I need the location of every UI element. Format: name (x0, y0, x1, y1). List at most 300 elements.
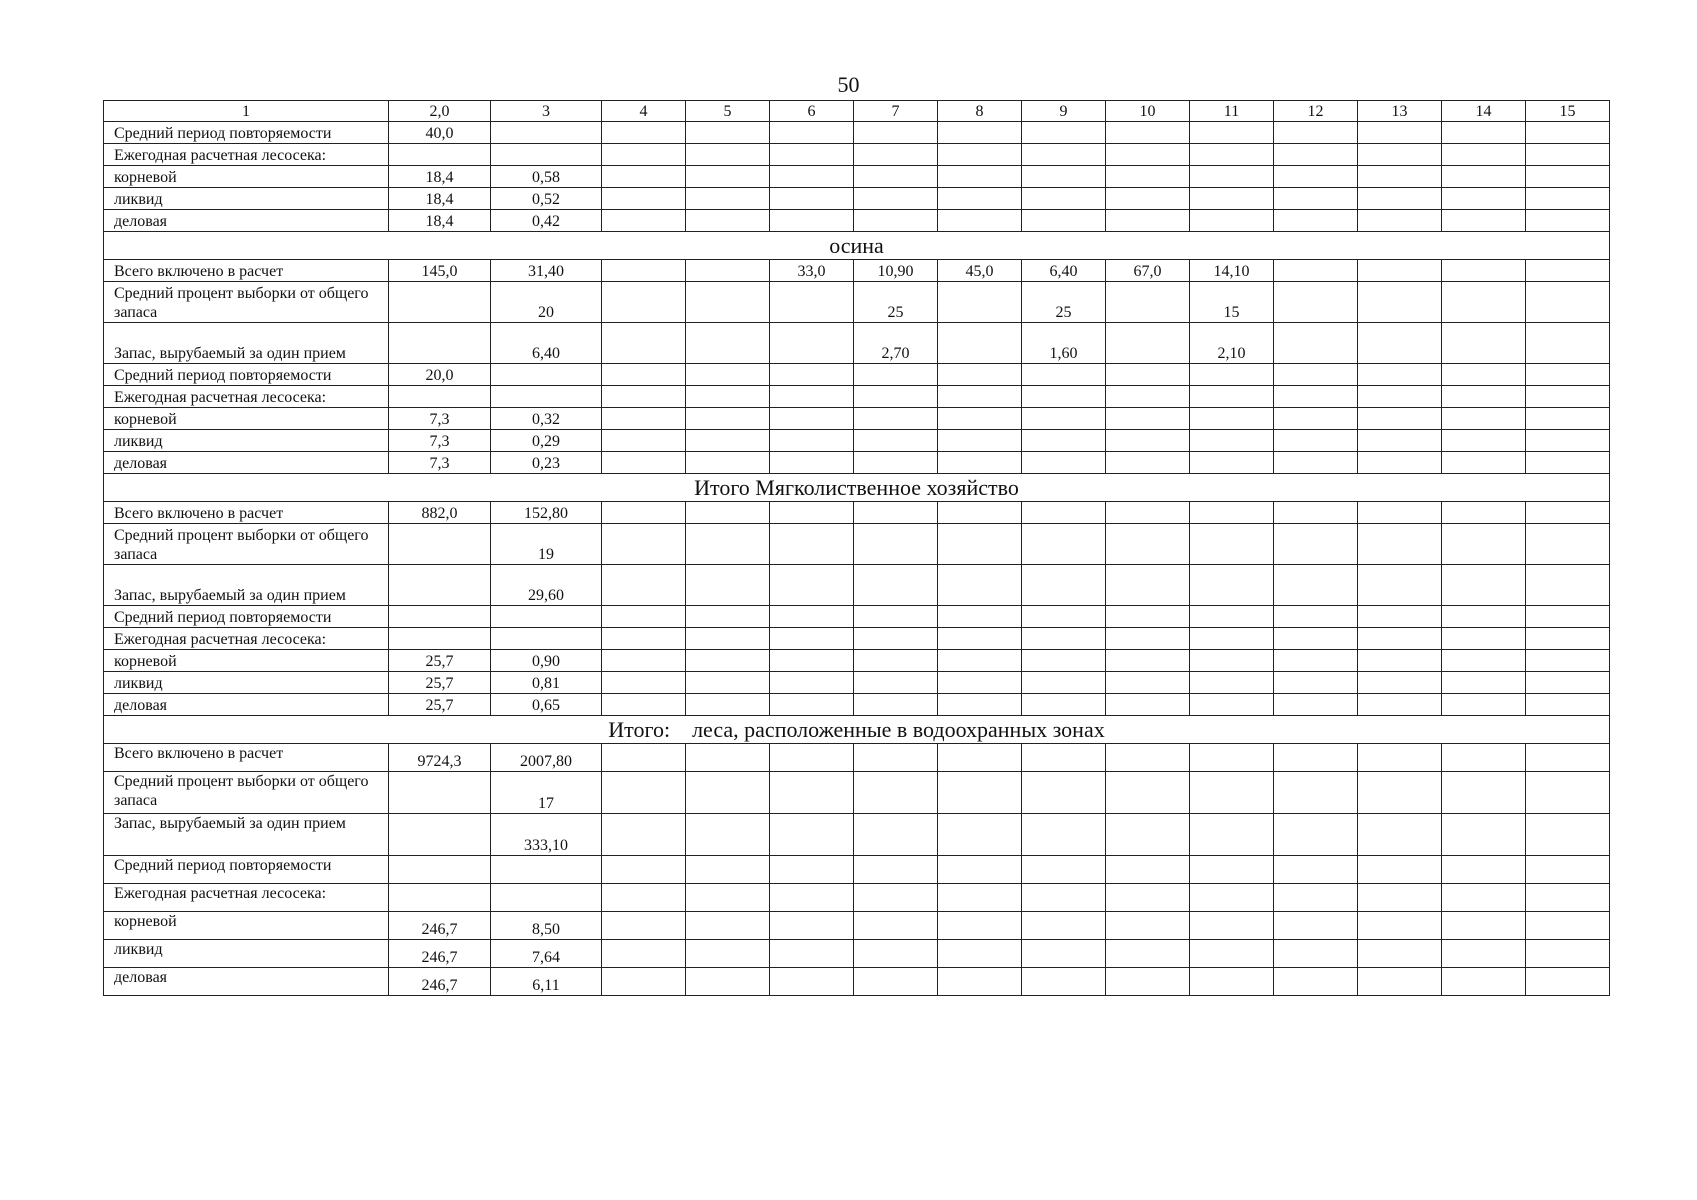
section-title-row (104, 232, 1610, 260)
table-cell (854, 502, 938, 524)
table-cell: 20 (491, 282, 602, 323)
table-cell (1442, 282, 1526, 323)
row-label: Средний процент выборки от общего запаса (104, 772, 389, 814)
table-cell (938, 940, 1022, 968)
section-title-row (104, 474, 1610, 502)
table-cell (938, 672, 1022, 694)
table-cell (686, 282, 770, 323)
page-number: 50 (837, 72, 860, 97)
column-number-cell: 4 (602, 101, 686, 122)
table-cell: 18,4 (389, 166, 491, 188)
table-cell (686, 386, 770, 408)
table-cell: 15 (1190, 282, 1274, 323)
table-cell (1190, 814, 1274, 856)
table-cell (770, 210, 854, 232)
table-cell (686, 968, 770, 996)
table-row (104, 122, 1610, 144)
table-cell (854, 408, 938, 430)
table-cell (1526, 650, 1610, 672)
table-cell (854, 386, 938, 408)
table-cell (491, 884, 602, 912)
table-cell (854, 606, 938, 628)
table-cell: 33,0 (770, 260, 854, 282)
table-cell (1526, 430, 1610, 452)
table-cell (1022, 122, 1106, 144)
table-cell (1274, 323, 1358, 364)
table-cell: 25,7 (389, 672, 491, 694)
table-cell (1106, 694, 1190, 716)
table-cell (1442, 430, 1526, 452)
table-cell (1358, 968, 1442, 996)
table-cell (1190, 188, 1274, 210)
table-cell (938, 430, 1022, 452)
table-cell (491, 606, 602, 628)
table-cell (938, 968, 1022, 996)
table-cell (1190, 650, 1274, 672)
table-cell: 25 (854, 282, 938, 323)
table-cell (1526, 856, 1610, 884)
table-cell (854, 672, 938, 694)
table-row (104, 814, 1610, 856)
section-title: осина (104, 232, 1610, 260)
row-label: корневой (104, 912, 389, 940)
table-cell (938, 565, 1022, 606)
table-cell (1190, 856, 1274, 884)
table-cell (1358, 452, 1442, 474)
column-number-cell: 12 (1274, 101, 1358, 122)
table-cell (1526, 814, 1610, 856)
table-cell (1106, 323, 1190, 364)
table-row (104, 912, 1610, 940)
table-cell (854, 122, 938, 144)
table-cell (686, 772, 770, 814)
table-cell: 31,40 (491, 260, 602, 282)
table-cell (1106, 210, 1190, 232)
table-cell (1358, 386, 1442, 408)
table-cell (1190, 884, 1274, 912)
table-cell (602, 323, 686, 364)
table-cell (602, 260, 686, 282)
table-cell (938, 856, 1022, 884)
table-cell (1274, 282, 1358, 323)
table-cell (938, 628, 1022, 650)
table-cell (770, 814, 854, 856)
table-cell (770, 144, 854, 166)
table-cell (770, 188, 854, 210)
table-cell (1022, 744, 1106, 772)
table-cell (602, 210, 686, 232)
table-cell: 18,4 (389, 188, 491, 210)
table-cell (602, 884, 686, 912)
table-cell (1190, 408, 1274, 430)
table-cell (686, 260, 770, 282)
column-number-cell: 6 (770, 101, 854, 122)
table-cell (389, 386, 491, 408)
table-cell (854, 694, 938, 716)
table-cell (1358, 856, 1442, 884)
table-cell: 0,32 (491, 408, 602, 430)
table-cell (602, 744, 686, 772)
table-cell: 0,90 (491, 650, 602, 672)
table-row (104, 408, 1610, 430)
table-cell (1274, 122, 1358, 144)
table-cell (389, 884, 491, 912)
row-label: ликвид (104, 940, 389, 968)
table-cell (1274, 210, 1358, 232)
row-label: корневой (104, 166, 389, 188)
table-row (104, 968, 1610, 996)
table-cell (1022, 772, 1106, 814)
table-row (104, 452, 1610, 474)
table-cell (1106, 940, 1190, 968)
table-cell (602, 772, 686, 814)
table-cell (1106, 968, 1190, 996)
table-row (104, 744, 1610, 772)
table-cell (1358, 364, 1442, 386)
table-cell (1274, 408, 1358, 430)
table-cell (938, 122, 1022, 144)
section-title-row (104, 716, 1610, 744)
table-cell (1274, 166, 1358, 188)
table-cell: 25,7 (389, 694, 491, 716)
table-cell (1190, 772, 1274, 814)
table-cell (1358, 744, 1442, 772)
table-row (104, 386, 1610, 408)
table-cell: 14,10 (1190, 260, 1274, 282)
table-cell (1106, 364, 1190, 386)
table-cell (602, 940, 686, 968)
table-cell: 333,10 (491, 814, 602, 856)
column-number-cell: 13 (1358, 101, 1442, 122)
table-cell (1274, 912, 1358, 940)
table-cell (1190, 744, 1274, 772)
table-cell (1190, 430, 1274, 452)
table-cell (854, 884, 938, 912)
row-label: Средний период повторяемости (104, 364, 389, 386)
table-cell (491, 364, 602, 386)
table-cell (770, 122, 854, 144)
column-number-cell: 14 (1442, 101, 1526, 122)
table-cell (854, 968, 938, 996)
table-cell: 2,70 (854, 323, 938, 364)
table-cell (1190, 940, 1274, 968)
table-cell (602, 282, 686, 323)
table-cell: 9724,3 (389, 744, 491, 772)
table-cell (1274, 606, 1358, 628)
table-cell (686, 323, 770, 364)
table-cell (1274, 364, 1358, 386)
table-cell (1358, 772, 1442, 814)
table-cell: 0,52 (491, 188, 602, 210)
table-cell (1106, 856, 1190, 884)
row-label: Средний период повторяемости (104, 606, 389, 628)
table-row (104, 323, 1610, 364)
table-cell (770, 452, 854, 474)
table-cell (389, 772, 491, 814)
table-cell (854, 744, 938, 772)
table-cell (389, 323, 491, 364)
table-cell (1022, 694, 1106, 716)
table-body (104, 122, 1610, 996)
table-cell (1358, 672, 1442, 694)
table-cell (1358, 408, 1442, 430)
column-number-cell: 7 (854, 101, 938, 122)
table-row (104, 260, 1610, 282)
row-label: Средний процент выборки от общего запаса (104, 524, 389, 565)
table-cell (602, 628, 686, 650)
table-cell (1106, 884, 1190, 912)
table-cell (1358, 210, 1442, 232)
table-cell (854, 166, 938, 188)
row-label: Средний период повторяемости (104, 856, 389, 884)
table-cell: 0,29 (491, 430, 602, 452)
table-row (104, 210, 1610, 232)
table-cell (770, 364, 854, 386)
table-cell (854, 430, 938, 452)
table-cell (1274, 628, 1358, 650)
table-cell (1358, 144, 1442, 166)
section-title: Итого Мягколиственное хозяйство (104, 474, 1610, 502)
table-cell (602, 650, 686, 672)
row-label: Всего включено в расчет (104, 744, 389, 772)
table-cell (1106, 565, 1190, 606)
table-cell (1106, 386, 1190, 408)
table-cell (1358, 282, 1442, 323)
table-cell (1442, 940, 1526, 968)
table-cell (686, 144, 770, 166)
table-cell (938, 144, 1022, 166)
table-row (104, 856, 1610, 884)
table-cell (1442, 524, 1526, 565)
table-cell (1022, 628, 1106, 650)
table-cell (1190, 386, 1274, 408)
table-cell (770, 694, 854, 716)
table-cell (1526, 772, 1610, 814)
table-cell (389, 565, 491, 606)
table-cell (770, 884, 854, 912)
table-cell (1442, 672, 1526, 694)
table-cell (1526, 628, 1610, 650)
table-row (104, 524, 1610, 565)
table-cell (1106, 282, 1190, 323)
row-label: корневой (104, 408, 389, 430)
table-cell (1106, 912, 1190, 940)
table-cell (854, 856, 938, 884)
table-cell (770, 282, 854, 323)
row-label: деловая (104, 452, 389, 474)
table-cell (1190, 565, 1274, 606)
table-cell (1526, 502, 1610, 524)
table-cell (854, 565, 938, 606)
table-cell: 67,0 (1106, 260, 1190, 282)
table-cell (602, 364, 686, 386)
table-cell (770, 408, 854, 430)
table-cell (854, 940, 938, 968)
table-cell (1358, 628, 1442, 650)
row-label: Средний период повторяемости (104, 122, 389, 144)
table-cell: 0,65 (491, 694, 602, 716)
row-label: Ежегодная расчетная лесосека: (104, 628, 389, 650)
table-cell (389, 606, 491, 628)
table-row (104, 166, 1610, 188)
table-cell (1022, 386, 1106, 408)
table-cell: 7,64 (491, 940, 602, 968)
table-row (104, 884, 1610, 912)
table-cell (1442, 166, 1526, 188)
table-cell (686, 940, 770, 968)
table-cell (1022, 210, 1106, 232)
table-cell (1442, 814, 1526, 856)
table-cell (1022, 452, 1106, 474)
table-cell (1526, 694, 1610, 716)
table-cell (1106, 188, 1190, 210)
table-cell (1106, 772, 1190, 814)
table-cell (1358, 565, 1442, 606)
table-cell (1022, 940, 1106, 968)
column-number-cell: 10 (1106, 101, 1190, 122)
table-cell (938, 210, 1022, 232)
table-cell (491, 144, 602, 166)
table-cell (1526, 188, 1610, 210)
row-label: деловая (104, 968, 389, 996)
table-cell (938, 694, 1022, 716)
table-cell (602, 122, 686, 144)
table-cell (602, 856, 686, 884)
table-cell: 25 (1022, 282, 1106, 323)
table-row (104, 650, 1610, 672)
table-cell (1106, 144, 1190, 166)
table-cell (491, 628, 602, 650)
table-cell: 0,58 (491, 166, 602, 188)
table-cell (602, 524, 686, 565)
table-cell (1106, 430, 1190, 452)
table-row (104, 502, 1610, 524)
table-cell (1274, 430, 1358, 452)
table-cell: 29,60 (491, 565, 602, 606)
table-cell (938, 912, 1022, 940)
table-cell (770, 940, 854, 968)
table-cell (686, 650, 770, 672)
table-cell (389, 524, 491, 565)
table-cell (854, 144, 938, 166)
table-cell (389, 628, 491, 650)
table-cell (1442, 856, 1526, 884)
table-cell (686, 524, 770, 565)
table-cell (1274, 188, 1358, 210)
table-cell (1106, 408, 1190, 430)
table-cell (1526, 606, 1610, 628)
table-row (104, 565, 1610, 606)
table-cell: 145,0 (389, 260, 491, 282)
table-cell (602, 814, 686, 856)
table-cell (1190, 628, 1274, 650)
table-cell (389, 856, 491, 884)
table-cell (602, 912, 686, 940)
table-cell (938, 323, 1022, 364)
column-number-cell: 8 (938, 101, 1022, 122)
table-cell (686, 430, 770, 452)
table-cell (1442, 912, 1526, 940)
row-label: Средний процент выборки от общего запаса (104, 282, 389, 323)
table-cell (770, 524, 854, 565)
table-cell (1526, 386, 1610, 408)
table-cell (1190, 166, 1274, 188)
row-label: Всего включено в расчет (104, 502, 389, 524)
table-cell (1022, 968, 1106, 996)
table-cell (1442, 606, 1526, 628)
table-cell: 6,40 (491, 323, 602, 364)
row-label: ликвид (104, 672, 389, 694)
table-cell (1106, 122, 1190, 144)
table-cell (1526, 912, 1610, 940)
table-cell: 6,40 (1022, 260, 1106, 282)
row-label: Запас, вырубаемый за один прием (104, 814, 389, 856)
table-cell (1358, 814, 1442, 856)
table-cell (686, 672, 770, 694)
table-cell: 0,23 (491, 452, 602, 474)
table-cell (1274, 968, 1358, 996)
table-cell (1190, 606, 1274, 628)
table-cell: 882,0 (389, 502, 491, 524)
table-cell (491, 386, 602, 408)
table-cell (686, 884, 770, 912)
table-cell (686, 452, 770, 474)
table-cell (1442, 386, 1526, 408)
table-cell (1106, 672, 1190, 694)
table-cell (1022, 672, 1106, 694)
table-cell (602, 166, 686, 188)
table-cell: 8,50 (491, 912, 602, 940)
table-cell (854, 814, 938, 856)
table-cell (1442, 694, 1526, 716)
table-cell (770, 323, 854, 364)
table-cell (602, 144, 686, 166)
table-cell (938, 650, 1022, 672)
table-cell (770, 166, 854, 188)
table-cell (389, 814, 491, 856)
table-cell (1022, 524, 1106, 565)
table-cell (770, 386, 854, 408)
table-cell (1106, 628, 1190, 650)
table-cell (770, 744, 854, 772)
table-cell (1022, 408, 1106, 430)
table-cell (602, 606, 686, 628)
column-number-row (104, 101, 1610, 122)
table-cell: 10,90 (854, 260, 938, 282)
table-cell (1022, 912, 1106, 940)
table-row (104, 188, 1610, 210)
table-cell (938, 502, 1022, 524)
table-row (104, 672, 1610, 694)
table-cell (1526, 166, 1610, 188)
table-cell (938, 408, 1022, 430)
table-cell (770, 672, 854, 694)
table-cell (1442, 122, 1526, 144)
table-cell (938, 606, 1022, 628)
table-cell (1274, 144, 1358, 166)
table-cell (1274, 650, 1358, 672)
table-cell (770, 430, 854, 452)
table-cell (1106, 650, 1190, 672)
table-cell (1358, 524, 1442, 565)
table-cell (686, 694, 770, 716)
table-cell (1274, 672, 1358, 694)
table-cell (1358, 260, 1442, 282)
table-cell (1442, 144, 1526, 166)
table-cell (1442, 260, 1526, 282)
table-cell (1526, 260, 1610, 282)
column-number-cell: 11 (1190, 101, 1274, 122)
